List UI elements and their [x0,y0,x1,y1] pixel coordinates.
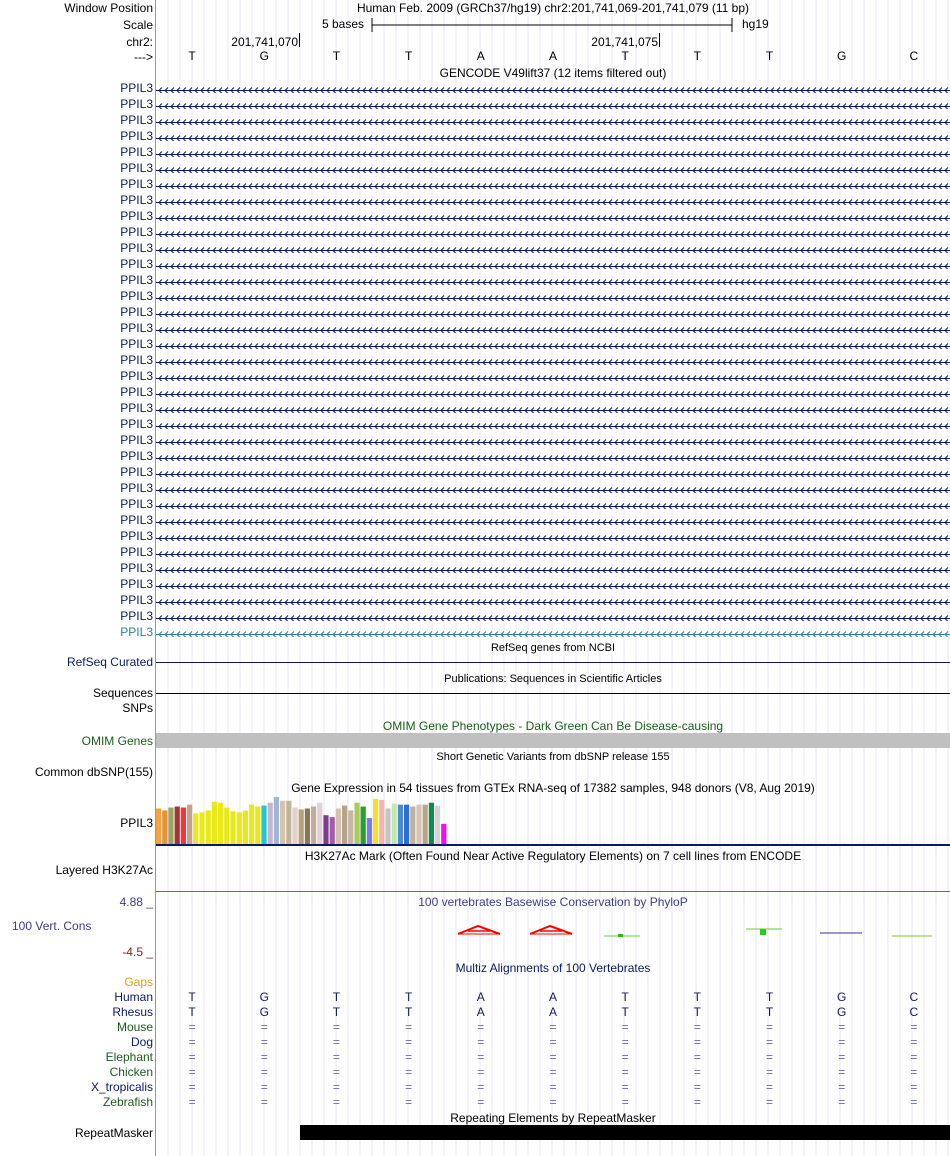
alignment-base: = [693,1035,701,1049]
gene-label[interactable]: PPIL3 [120,321,153,335]
gtex-tissue-bar [292,808,297,844]
omim-title[interactable]: OMIM Gene Phenotypes - Dark Green Can Be Disease-causing [382,719,724,733]
omim-track[interactable] [156,733,950,748]
gene-label[interactable]: PPIL3 [120,97,153,111]
alignment-base: = [477,1020,485,1034]
repeatmasker-element[interactable] [300,1125,950,1140]
multiz-title[interactable]: Multiz Alignments of 100 Vertebrates [455,961,651,975]
gene-label[interactable]: PPIL3 [120,561,153,575]
alignment-base: = [188,1065,196,1079]
window-position-label[interactable]: Window Position [64,1,153,15]
gene-label[interactable]: PPIL3 [120,353,153,367]
alignment-base: = [260,1035,268,1049]
h3k27ac-label[interactable]: Layered H3K27Ac [55,863,153,877]
phylop-min-label: -4.5 _ [122,945,153,959]
strand-label[interactable]: ---> [134,50,153,64]
gene-transcript[interactable] [156,148,950,157]
phylop-max-label: 4.88 _ [119,895,153,909]
alignment-base: = [693,1065,701,1079]
scale-db: hg19 [742,17,769,31]
gene-label[interactable]: PPIL3 [120,289,153,303]
gene-label[interactable]: PPIL3 [120,577,153,591]
gene-label[interactable]: PPIL3 [120,481,153,495]
species-label[interactable]: Mouse [116,1020,153,1034]
gtex-tissue-bar [199,812,204,844]
alignment-base: = [766,1035,774,1049]
alignment-base: G [259,990,269,1004]
gtex-tissue-bar [361,807,366,844]
alignment-base: = [766,1095,774,1109]
alignment-base: = [549,1065,557,1079]
alignment-base: = [405,1095,413,1109]
gene-label[interactable]: PPIL3 [120,449,153,463]
gtex-tissue-bar [206,810,211,844]
repeatmasker-title[interactable]: Repeating Elements by RepeatMasker [450,1111,656,1125]
gene-label[interactable]: PPIL3 [120,433,153,447]
alignment-base: = [260,1065,268,1079]
omim-label[interactable]: OMIM Genes [81,734,153,748]
alignment-base: C [909,1005,919,1019]
gene-label[interactable]: PPIL3 [120,593,153,607]
gtex-tissue-bar [299,809,304,844]
alignment-base: A [548,990,557,1004]
gtex-tissue-bar [261,806,266,844]
alignment-base: = [910,1020,918,1034]
species-label[interactable]: Dog [130,1035,153,1049]
alignment-base: T [404,1005,413,1019]
repeatmasker-label[interactable]: RepeatMasker [74,1126,153,1140]
gtex-tissue-bar [404,805,409,844]
h3k27ac-title[interactable]: H3K27Ac Mark (Often Found Near Active Regulatory Elements) on 7 cell lines from ENCODE [304,849,802,863]
species-label[interactable]: Human [114,990,153,1004]
gtex-tissue-bar [398,805,403,844]
gene-label[interactable]: PPIL3 [120,209,153,223]
base-letter: T [404,49,413,63]
dbsnp-title[interactable]: Short Genetic Variants from dbSNP release 155 [436,751,670,763]
base-letter: G [259,49,269,63]
species-label[interactable]: X_tropicalis [90,1080,153,1094]
label-divider[interactable] [155,0,156,1156]
alignment-base: = [260,1020,268,1034]
gtex-tissue-bar [280,801,285,844]
alignment-base: G [837,990,847,1004]
alignment-base: = [549,1050,557,1064]
alignment-base: = [332,1065,340,1079]
alignment-base: = [766,1020,774,1034]
base-letter: A [548,49,557,63]
gtex-tissue-bar [212,802,217,844]
gtex-tissue-bar [330,817,335,844]
gtex-tissue-bar [168,808,173,844]
alignment-base: = [838,1080,846,1094]
alignment-base: = [838,1020,846,1034]
gene-transcript[interactable] [156,516,950,525]
alignment-base: = [477,1095,485,1109]
gene-label[interactable]: PPIL3 [120,305,153,319]
phylop-label[interactable]: 100 Vert. Cons [12,919,92,933]
alignment-base: = [621,1020,629,1034]
base-letter: T [332,49,341,63]
alignment-base: = [549,1080,557,1094]
alignment-base: = [838,1095,846,1109]
gencode-title[interactable]: GENCODE V49lift37 (12 items filtered out) [439,66,667,80]
gtex-tissue-bar [305,808,310,844]
alignment-base: = [332,1035,340,1049]
alignment-base: = [477,1050,485,1064]
alignment-base: = [621,1050,629,1064]
alignment-base: = [405,1050,413,1064]
gene-label[interactable]: PPIL3 [120,609,153,623]
gene-transcript[interactable] [156,628,950,637]
alignment-base: C [909,990,919,1004]
alignment-base: = [405,1065,413,1079]
alignment-base: = [332,1080,340,1094]
gtex-tissue-bar [311,807,316,844]
coord-2-tick [659,33,660,47]
alignment-base: = [332,1050,340,1064]
gtex-tissue-bar [423,805,428,844]
alignment-base: = [260,1080,268,1094]
gtex-tissue-bar [249,805,254,844]
gene-label[interactable]: PPIL3 [120,401,153,415]
gtex-tissue-bar [175,807,180,844]
gtex-title[interactable]: Gene Expression in 54 tissues from GTEx RNA-seq of 17382 samples, 948 donors (V8, Aug 2019) [291,781,815,795]
gene-transcript[interactable] [156,404,950,413]
alignment-base: = [549,1035,557,1049]
gene-transcript[interactable] [156,580,950,589]
gene-label[interactable]: PPIL3 [120,161,153,175]
gene-transcript[interactable] [156,484,950,493]
gtex-chart[interactable] [156,796,950,848]
gene-label[interactable]: PPIL3 [120,81,153,95]
alignment-base: = [188,1050,196,1064]
alignment-base: A [548,1005,557,1019]
alignment-base: = [621,1095,629,1109]
chrom-label[interactable]: chr2: [126,35,153,49]
gene-label[interactable]: PPIL3 [120,369,153,383]
gene-label[interactable]: PPIL3 [120,513,153,527]
gene-transcript[interactable] [156,532,950,541]
alignment-base: = [477,1065,485,1079]
gtex-tissue-bar [385,808,390,844]
alignment-base: T [332,990,341,1004]
alignment-base: = [260,1050,268,1064]
alignment-base: = [910,1080,918,1094]
gene-transcript[interactable] [156,308,950,317]
coord-1: 201,741,070 [231,35,298,49]
gene-transcript[interactable] [156,420,950,429]
alignment-base: = [693,1020,701,1034]
gaps-label[interactable]: Gaps [124,975,153,989]
gtex-tissue-bar [187,805,192,844]
gtex-tissue-bar [354,803,359,844]
gtex-tissue-bar [274,797,279,844]
alignment-base: = [838,1035,846,1049]
alignment-base: T [188,990,196,1004]
alignment-base: = [693,1095,701,1109]
gene-transcript[interactable] [156,388,950,397]
alignment-base: = [188,1080,196,1094]
dbsnp-label[interactable]: Common dbSNP(155) [34,765,153,779]
gene-transcript[interactable] [156,564,950,573]
scale-text: 5 bases [322,17,365,31]
gtex-tissue-bar [193,813,198,844]
gtex-tissue-bar [392,804,397,844]
alignment-base: = [477,1035,485,1049]
base-letter: C [909,49,919,63]
alignment-base: = [188,1095,196,1109]
snps-label[interactable]: SNPs [122,701,153,715]
gene-transcript[interactable] [156,84,950,93]
alignment-base: = [621,1080,629,1094]
alignment-base: = [766,1065,774,1079]
phylop-title[interactable]: 100 vertebrates Basewise Conservation by PhyloP [418,895,688,909]
gene-transcript[interactable] [156,468,950,477]
refseq-title[interactable]: RefSeq genes from NCBI [490,642,616,654]
gene-transcript[interactable] [156,436,950,445]
gene-transcript[interactable] [156,132,950,141]
alignment-base: T [765,990,774,1004]
gene-transcript[interactable] [156,500,950,509]
gene-transcript[interactable] [156,276,950,285]
gtex-tissue-bar [237,812,242,844]
gene-label[interactable]: PPIL3 [120,257,153,271]
gtex-tissue-bar [336,808,341,844]
gtex-tissue-bar [441,824,446,844]
alignment-base: = [332,1095,340,1109]
gene-label[interactable]: PPIL3 [120,625,153,639]
gtex-tissue-bar [156,808,161,844]
gtex-tissue-bar [342,806,347,844]
alignment-base: T [621,990,629,1004]
gene-label[interactable]: PPIL3 [120,193,153,207]
alignment-base: T [693,1005,702,1019]
assembly-position: Human Feb. 2009 (GRCh37/hg19) chr2:201,741,069-201,741,079 (11 bp) [356,1,750,15]
gene-transcript[interactable] [156,244,950,253]
gene-transcript[interactable] [156,164,950,173]
alignment-base: = [910,1035,918,1049]
gene-transcript[interactable] [156,260,950,269]
gtex-tissue-bar [230,811,235,844]
species-label[interactable]: Rhesus [112,1005,153,1019]
gene-transcript[interactable] [156,324,950,333]
gene-transcript[interactable] [156,180,950,189]
refseq-track[interactable] [156,662,950,663]
gene-label[interactable]: PPIL3 [120,241,153,255]
gene-label[interactable]: PPIL3 [120,385,153,399]
gene-transcript[interactable] [156,100,950,109]
alignment-base: = [549,1020,557,1034]
gene-label[interactable]: PPIL3 [120,273,153,287]
refseq-label[interactable]: RefSeq Curated [66,655,153,669]
alignment-base: = [477,1080,485,1094]
alignment-base: T [404,990,413,1004]
gtex-tissue-bar [268,803,273,844]
alignment-base: = [405,1035,413,1049]
gene-transcript[interactable] [156,372,950,381]
publications-label[interactable]: Sequences [92,686,153,700]
gtex-tissue-bar [323,815,328,844]
coord-1-tick [299,33,300,47]
gene-transcript[interactable] [156,212,950,221]
gene-label[interactable]: PPIL3 [120,545,153,559]
gtex-label[interactable]: PPIL3 [120,816,153,830]
alignment-base: = [621,1065,629,1079]
alignment-base: = [838,1065,846,1079]
gene-label[interactable]: PPIL3 [120,417,153,431]
gene-transcript[interactable] [156,196,950,205]
gene-transcript[interactable] [156,292,950,301]
alignment-base: = [766,1080,774,1094]
alignment-base: = [405,1020,413,1034]
gtex-tissue-bar [367,818,372,844]
base-letter: T [188,49,196,63]
gtex-tissue-bar [255,807,260,844]
alignment-base: A [476,990,485,1004]
gene-transcript[interactable] [156,548,950,557]
gtex-tissue-bar [243,810,248,844]
alignment-base: = [260,1095,268,1109]
gene-label[interactable]: PPIL3 [120,129,153,143]
alignment-base: = [766,1050,774,1064]
alignment-base: G [259,1005,269,1019]
alignment-base: T [765,1005,774,1019]
gene-label[interactable]: PPIL3 [120,177,153,191]
gtex-tissue-bar [162,810,167,844]
alignment-base: T [188,1005,196,1019]
alignment-base: T [332,1005,341,1019]
publications-title[interactable]: Publications: Sequences in Scientific Articles [444,673,662,685]
alignment-base: = [693,1080,701,1094]
gtex-tissue-bar [218,803,223,844]
gtex-tissue-bar [348,810,353,844]
gtex-tissue-bar [317,803,322,844]
h3k27ac-track[interactable] [156,891,950,892]
gene-label[interactable]: PPIL3 [120,145,153,159]
gtex-tissue-bar [379,800,384,844]
gtex-tissue-bar [435,806,440,844]
scale-bar [370,16,736,34]
gtex-tissue-bar [286,801,291,844]
gtex-tissue-bar [181,808,186,844]
alignment-base: = [188,1020,196,1034]
publications-track[interactable] [156,693,950,694]
gene-label[interactable]: PPIL3 [120,225,153,239]
alignment-base: = [332,1020,340,1034]
phylop-track[interactable] [156,920,950,942]
gene-label[interactable]: PPIL3 [120,529,153,543]
base-letter: T [765,49,774,63]
gtex-tissue-bar [416,805,421,844]
gtex-tissue-bar [429,803,434,844]
alignment-base: = [549,1095,557,1109]
base-letter: G [837,49,847,63]
gene-transcript[interactable] [156,356,950,365]
alignment-base: = [910,1050,918,1064]
gene-transcript[interactable] [156,612,950,621]
gene-label[interactable]: PPIL3 [120,497,153,511]
gene-transcript[interactable] [156,340,950,349]
gene-transcript[interactable] [156,116,950,125]
gene-label[interactable]: PPIL3 [120,113,153,127]
alignment-base: = [838,1050,846,1064]
gtex-tissue-bar [410,807,415,844]
alignment-base: G [837,1005,847,1019]
species-label[interactable]: Elephant [105,1050,153,1064]
alignment-base: = [910,1065,918,1079]
alignment-base: T [621,1005,629,1019]
alignment-base: T [693,990,702,1004]
gene-label[interactable]: PPIL3 [120,337,153,351]
gene-label[interactable]: PPIL3 [120,465,153,479]
gene-transcript[interactable] [156,596,950,605]
species-label[interactable]: Chicken [109,1065,153,1079]
species-label[interactable]: Zebrafish [102,1095,153,1109]
alignment-base: = [693,1050,701,1064]
gene-transcript[interactable] [156,228,950,237]
alignment-base: = [405,1080,413,1094]
gene-transcript[interactable] [156,452,950,461]
base-letter: T [621,49,629,63]
base-letter: T [693,49,702,63]
base-letter: A [476,49,485,63]
gtex-tissue-bar [373,799,378,844]
alignment-base: A [476,1005,485,1019]
coord-2: 201,741,075 [591,35,658,49]
alignment-base: = [910,1095,918,1109]
gtex-tissue-bar [224,808,229,844]
scale-label[interactable]: Scale [122,18,153,32]
alignment-base: = [188,1035,196,1049]
alignment-base: = [621,1035,629,1049]
